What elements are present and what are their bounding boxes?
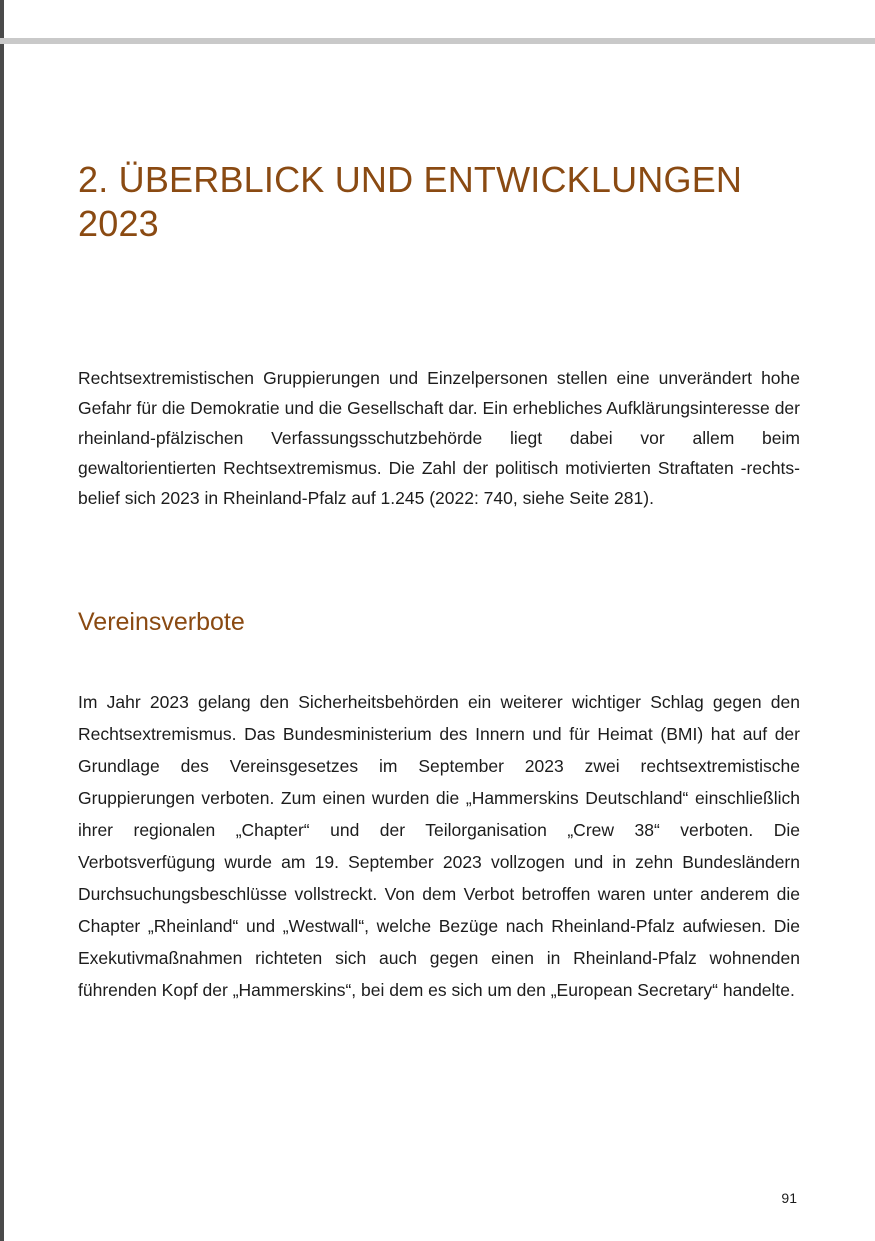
page-number: 91 [781, 1190, 797, 1206]
page-left-edge-stripe [0, 0, 4, 1241]
section-title: Vereinsverbote [78, 608, 245, 636]
intro-paragraph: Rechtsextremistischen Gruppierungen und Einzelpersonen stellen eine unverändert hohe Gefahr für die Demokratie und die Gesellschaft dar. Ein erhebliches Aufklärungsinteresse der rheinland-pfälzischen Verfassungsschutzbehörde liegt dabei vor allem beim gewaltorientierten Rechtsextremismus. Die Zahl der politisch motivierten Straftaten -rechts- belief sich 2023 in Rheinland-Pfalz auf 1.245 (2022: 740, siehe Seite 281). [78, 367, 800, 508]
section-paragraph: Im Jahr 2023 gelang den Sicherheitsbehörden ein weiterer wichtiger Schlag gegen den Rechtsextremismus. Das Bundesministerium des Innern und für Heimat (BMI) hat auf der Grundlage des Vereinsgesetzes im September 2023 zwei rechtsextremistische Gruppierungen verboten. Zum einen wurden die „Hammerskins Deutschland“ einschließlich ihrer regionalen „Chapter“ und der Teilorganisation „Crew 38“ verboten. Die Verbotsverfügung wurde am 19. September 2023 vollzogen und in zehn Bundesländern Durchsuchungsbeschlüsse vollstreckt. Von dem Verbot betroffen waren unter anderem die Chapter „Rheinland“ und „Westwall“, welche Bezüge nach Rheinland-Pfalz aufwiesen. Die Exekutivmaßnahmen richteten sich auch gegen einen in Rheinland-Pfalz wohnenden führenden Kopf der „Hammerskins“, bei dem es sich um den „European Secretary“ handelte. [78, 691, 800, 1000]
chapter-title: 2. ÜBERBLICK UND ENTWICKLUNGEN 2023 [78, 159, 743, 244]
header-rule [0, 38, 875, 44]
